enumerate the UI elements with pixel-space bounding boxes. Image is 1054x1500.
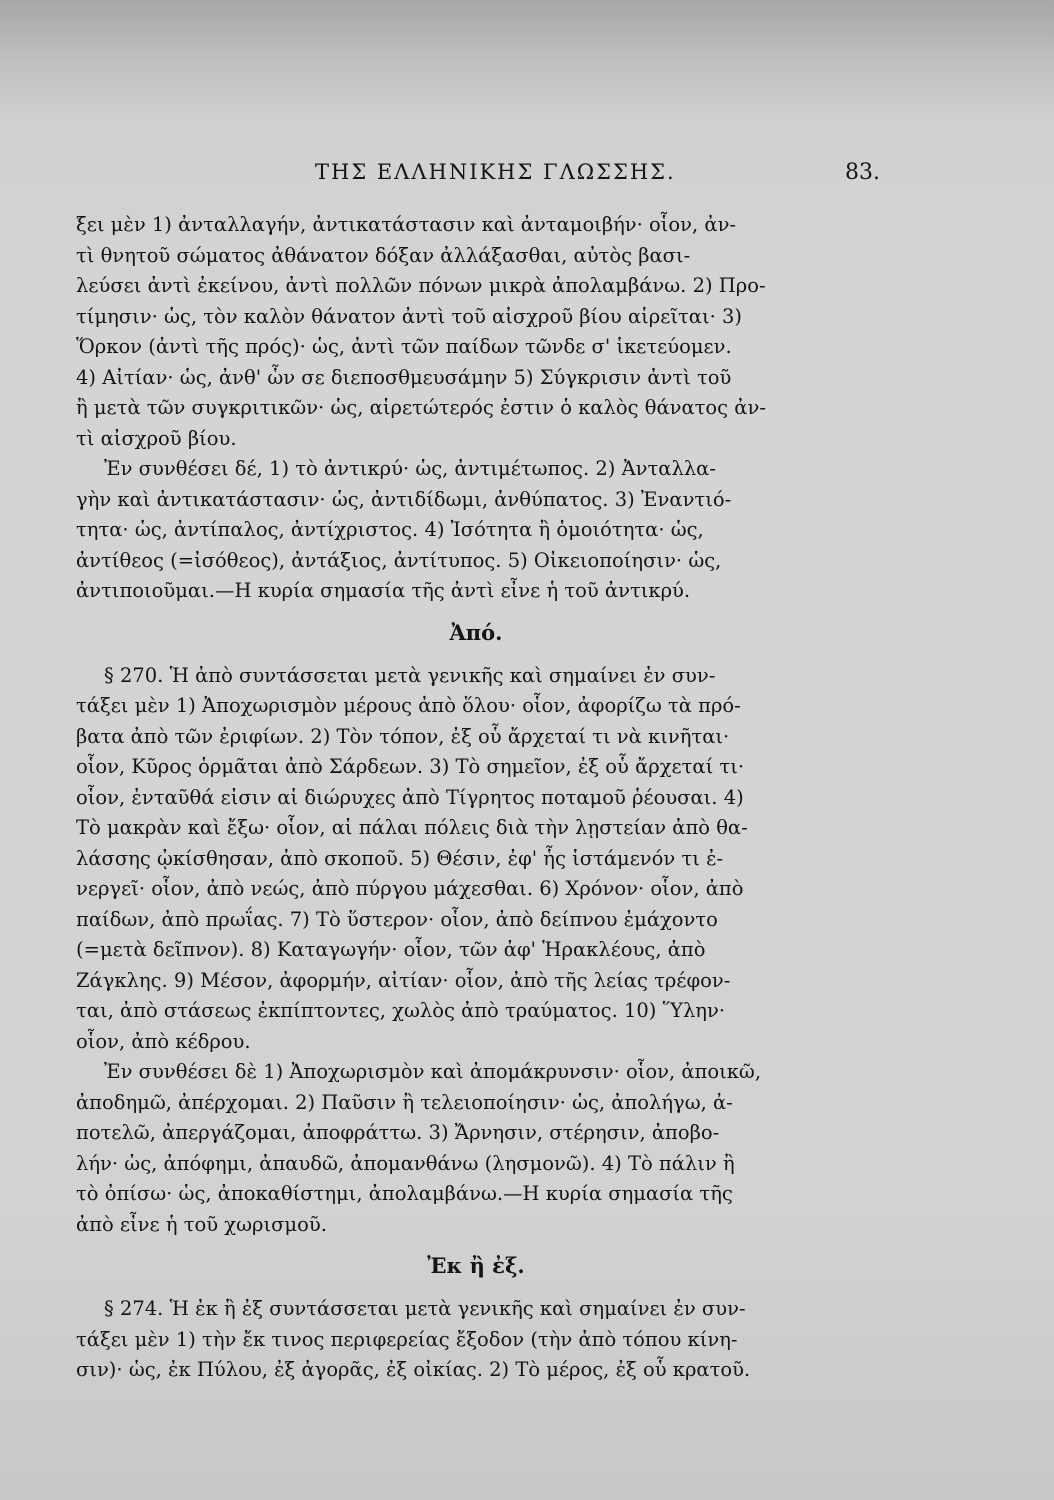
text-line: λήν· ὡς, ἀπόφημι, ἀπαυδῶ, ἀπομανθάνω (λησμονῶ). 4) Τὸ πάλιν ἢ xyxy=(76,1151,735,1175)
text-line: τητα· ὡς, ἀντίπαλος, ἀντίχριστος. 4) Ἰσότητα ἢ ὁμοιότητα· ὡς, xyxy=(76,518,704,541)
text-line: τάξει μὲν 1) Ἀποχωρισμὸν μέρους ἀπὸ ὅλου· οἷον, ἀφορίζω τὰ πρό- xyxy=(76,694,741,717)
text-line: (=μετὰ δεῖπνον). 8) Καταγωγήν· οἷον, τῶν ἀφ' Ἡρακλέους, ἀπὸ xyxy=(76,938,706,961)
text-line: γὴν καὶ ἀντικατάστασιν· ὡς, ἀντιδίδωμι, ἀνθύπατος. 3) Ἐναντιό- xyxy=(76,487,732,511)
text-line: λάσσης ᾠκίσθησαν, ἀπὸ σκοποῦ. 5) Θέσιν, ἐφ' ἧς ἱστάμενόν τι ἐ- xyxy=(76,846,724,870)
text-line: Ὅρκον (ἀντὶ τῆς πρός)· ὡς, ἀντὶ τῶν παίδων τῶνδε σ' ἱκετεύομεν. xyxy=(76,335,732,358)
page-edge-shadow xyxy=(0,0,1054,120)
text-line: ται, ἀπὸ στάσεως ἐκπίπτοντες, χωλὸς ἀπὸ τραύματος. 10) Ὕλην· xyxy=(76,999,726,1022)
text-line: ἀποδημῶ, ἀπέρχομαι. 2) Παῦσιν ἢ τελειοποίησιν· ὡς, ἀπολήγω, ἀ- xyxy=(76,1090,733,1114)
text-line: ἀντιποιοῦμαι.—Η κυρία σημασία τῆς ἀντὶ εἶνε ἡ τοῦ ἀντικρύ. xyxy=(76,579,691,602)
paragraph-apo-compounds xyxy=(76,1057,876,1240)
text-line: § 274. Ἡ ἐκ ἢ ἐξ συντάσσεται μετὰ γενικῆς καὶ σημαίνει ἐν συν- xyxy=(104,1297,746,1320)
text-line: ξει μὲν 1) ἀνταλλαγήν, ἀντικατάστασιν καὶ ἀνταμοιβήν· οἷον, ἀν- xyxy=(76,213,737,236)
text-line: Ἐν συνθέσει δὲ 1) Ἀποχωρισμὸν καὶ ἀπομάκρυνσιν· οἷον, ἀποικῶ, xyxy=(104,1060,762,1083)
page-number: 83. xyxy=(845,160,880,185)
running-title: ΤΗΣ ΕΛΛΗΝΙΚΗΣ ΓΛΩΣΣΗΣ. xyxy=(315,160,676,184)
text-line: σιν)· ὡς, ἐκ Πύλου, ἐξ ἀγορᾶς, ἐξ οἰκίας. 2) Τὸ μέρος, ἐξ οὗ κρατοῦ. xyxy=(76,1358,751,1381)
paragraph-anti-compounds xyxy=(76,454,876,607)
text-line: τίμησιν· ὡς, τὸν καλὸν θάνατον ἀντὶ τοῦ αἰσχροῦ βίου αἱρεῖται· 3) xyxy=(76,304,742,328)
text-line: παίδων, ἀπὸ πρωΐας. 7) Τὸ ὕστερον· οἷον, ἀπὸ δείπνου ἐμάχοντο xyxy=(76,907,718,931)
text-line: τὶ αἰσχροῦ βίου. xyxy=(76,426,237,450)
text-line: τὸ ὀπίσω· ὡς, ἀποκαθίστημι, ἀπολαμβάνω.—Η κυρία σημασία τῆς xyxy=(76,1182,733,1205)
paragraph-apo-section-270 xyxy=(76,661,876,1058)
section-heading-apo: Ἀπό. xyxy=(449,619,503,645)
text-line: νεργεῖ· οἷον, ἀπὸ νεώς, ἀπὸ πύργου μάχεσθαι. 6) Χρόνον· οἷον, ἀπὸ xyxy=(76,877,744,900)
text-line: ἀπὸ εἶνε ἡ τοῦ χωρισμοῦ. xyxy=(76,1212,327,1236)
paragraph-anti-meaning xyxy=(76,210,876,454)
text-line: § 270. Ἡ ἀπὸ συντάσσεται μετὰ γενικῆς καὶ σημαίνει ἐν συν- xyxy=(104,663,716,687)
text-line: Ἐν συνθέσει δέ, 1) τὸ ἀντικρύ· ὡς, ἀντιμέτωπος. 2) Ἀνταλλα- xyxy=(104,457,716,480)
text-line: 4) Αἰτίαν· ὡς, ἀνθ' ὧν σε διεποσθμευσάμην 5) Σύγκρισιν ἀντὶ τοῦ xyxy=(76,365,732,389)
page-header xyxy=(60,160,880,200)
page-body xyxy=(76,210,876,1386)
paragraph-ek-section-274 xyxy=(76,1294,876,1386)
text-line: λεύσει ἀντὶ ἐκείνου, ἀντὶ πολλῶν πόνων μικρὰ ἀπολαμβάνω. 2) Προ- xyxy=(76,274,766,297)
text-line: οἷον, ἀπὸ κέδρου. xyxy=(76,1029,251,1053)
text-line: ἢ μετὰ τῶν συγκριτικῶν· ὡς, αἱρετώτερός ἐστιν ὁ καλὸς θάνατος ἀν- xyxy=(76,396,766,419)
text-line: οἷον, ἐνταῦθά εἰσιν αἱ διώρυχες ἀπὸ Τίγρητος ποταμοῦ ῥέουσαι. 4) xyxy=(76,785,744,809)
text-line: τὶ θνητοῦ σώματος ἀθάνατον δόξαν ἀλλάξασθαι, αὐτὸς βασι- xyxy=(76,243,691,267)
text-line: Τὸ μακρὰν καὶ ἔξω· οἷον, αἱ πάλαι πόλεις διὰ τὴν λῃστείαν ἀπὸ θα- xyxy=(76,816,748,839)
text-line: οἷον, Κῦρος ὁρμᾶται ἀπὸ Σάρδεων. 3) Τὸ σημεῖον, ἐξ οὗ ἄρχεταί τι· xyxy=(76,755,745,778)
text-line: Ζάγκλης. 9) Μέσον, ἀφορμήν, αἰτίαν· οἷον, ἀπὸ τῆς λείας τρέφον- xyxy=(76,968,731,992)
text-line: βατα ἀπὸ τῶν ἐριφίων. 2) Τὸν τόπον, ἐξ οὗ ἄρχεταί τι νὰ κινῆται· xyxy=(76,724,730,748)
text-line: ποτελῶ, ἀπεργάζομαι, ἀποφράττω. 3) Ἄρνησιν, στέρησιν, ἀποβο- xyxy=(76,1121,720,1144)
text-line: ἀντίθεος (=ἰσόθεος), ἀντάξιος, ἀντίτυπος. 5) Οἰκειοποίησιν· ὡς, xyxy=(76,548,722,572)
section-heading-ek: Ἐκ ἢ ἐξ. xyxy=(427,1253,525,1278)
text-line: τάξει μὲν 1) τὴν ἔκ τινος περιφερείας ἔξοδον (τὴν ἀπὸ τόπου κίνη- xyxy=(76,1327,738,1351)
